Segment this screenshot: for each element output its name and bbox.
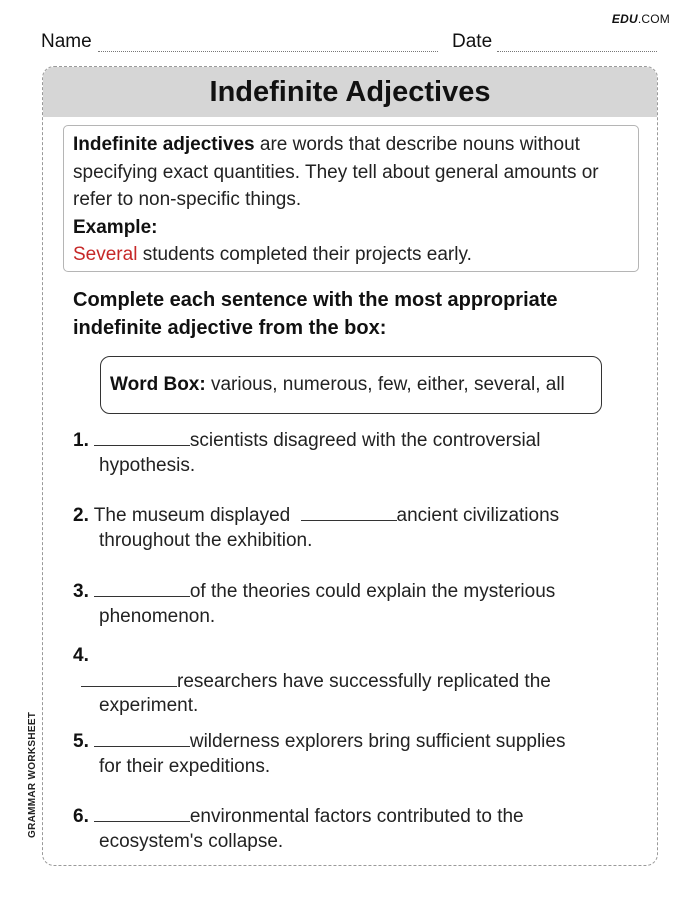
question-3 [73, 580, 633, 629]
question-text: wilderness explorers bring sufficient supplies [189, 731, 566, 752]
question-number: 3. [73, 581, 89, 602]
question-text: of the theories could explain the mysterious [189, 581, 556, 602]
example-label: Example: [73, 216, 158, 238]
date-label: Date [452, 31, 493, 52]
question-continuation: hypothesis. [99, 454, 196, 476]
question-text: researchers have successfully replicated the [177, 670, 551, 692]
name-label: Name [41, 31, 92, 52]
definition-box [63, 125, 639, 272]
question-text: scientists disagreed with the controversial [189, 430, 541, 451]
question-4 [73, 644, 633, 719]
answer-blank[interactable] [81, 670, 177, 687]
question-text: ancient civilizations [396, 505, 560, 526]
question-5 [73, 730, 633, 779]
worksheet-panel [42, 66, 658, 866]
name-field[interactable] [98, 51, 438, 52]
question-number: 6. [73, 806, 89, 827]
question-continuation: ecosystem's collapse. [99, 830, 284, 852]
answer-blank[interactable] [94, 730, 190, 747]
question-text: environmental factors contributed to the [189, 806, 524, 827]
question-number: 1. [73, 430, 89, 451]
brand-logo [612, 12, 670, 26]
instructions: Complete each sentence with the most appropriate indefinite adjective from the box: [73, 289, 558, 339]
brand-logo-suffix: .COM [637, 12, 670, 26]
definition-text: are words that describe nouns without specifying exact quantities. They tell about general amounts or refer to non-specific things. [73, 134, 599, 210]
question-continuation: experiment. [99, 695, 199, 716]
question-number: 2. [73, 505, 89, 526]
question-number: 5. [73, 731, 89, 752]
title-bar [43, 67, 657, 117]
side-label: GRAMMAR WORKSHEET [27, 711, 38, 838]
page-title: Indefinite Adjectives [209, 76, 491, 108]
word-box-words: various, numerous, few, either, several, all [205, 374, 565, 395]
date-field[interactable] [497, 51, 657, 52]
word-box-label: Word Box: [110, 374, 206, 395]
question-1 [73, 429, 633, 478]
example-highlight: Several [73, 244, 138, 265]
word-box [100, 356, 602, 414]
brand-logo-bold: EDU [611, 12, 638, 26]
question-6 [73, 805, 633, 854]
answer-blank[interactable] [94, 580, 190, 597]
question-continuation: phenomenon. [99, 605, 216, 627]
answer-blank[interactable] [94, 805, 190, 822]
example-text: students completed their projects early. [137, 244, 472, 265]
definition-term: Indefinite adjectives [73, 134, 255, 155]
question-2 [73, 504, 633, 553]
name-date-row [41, 31, 658, 53]
answer-blank[interactable] [301, 504, 397, 521]
question-prefix: The museum displayed [93, 505, 296, 526]
question-number: 4. [73, 645, 89, 666]
question-continuation: for their expeditions. [99, 755, 271, 777]
question-continuation: throughout the exhibition. [99, 529, 313, 551]
answer-blank[interactable] [94, 429, 190, 446]
